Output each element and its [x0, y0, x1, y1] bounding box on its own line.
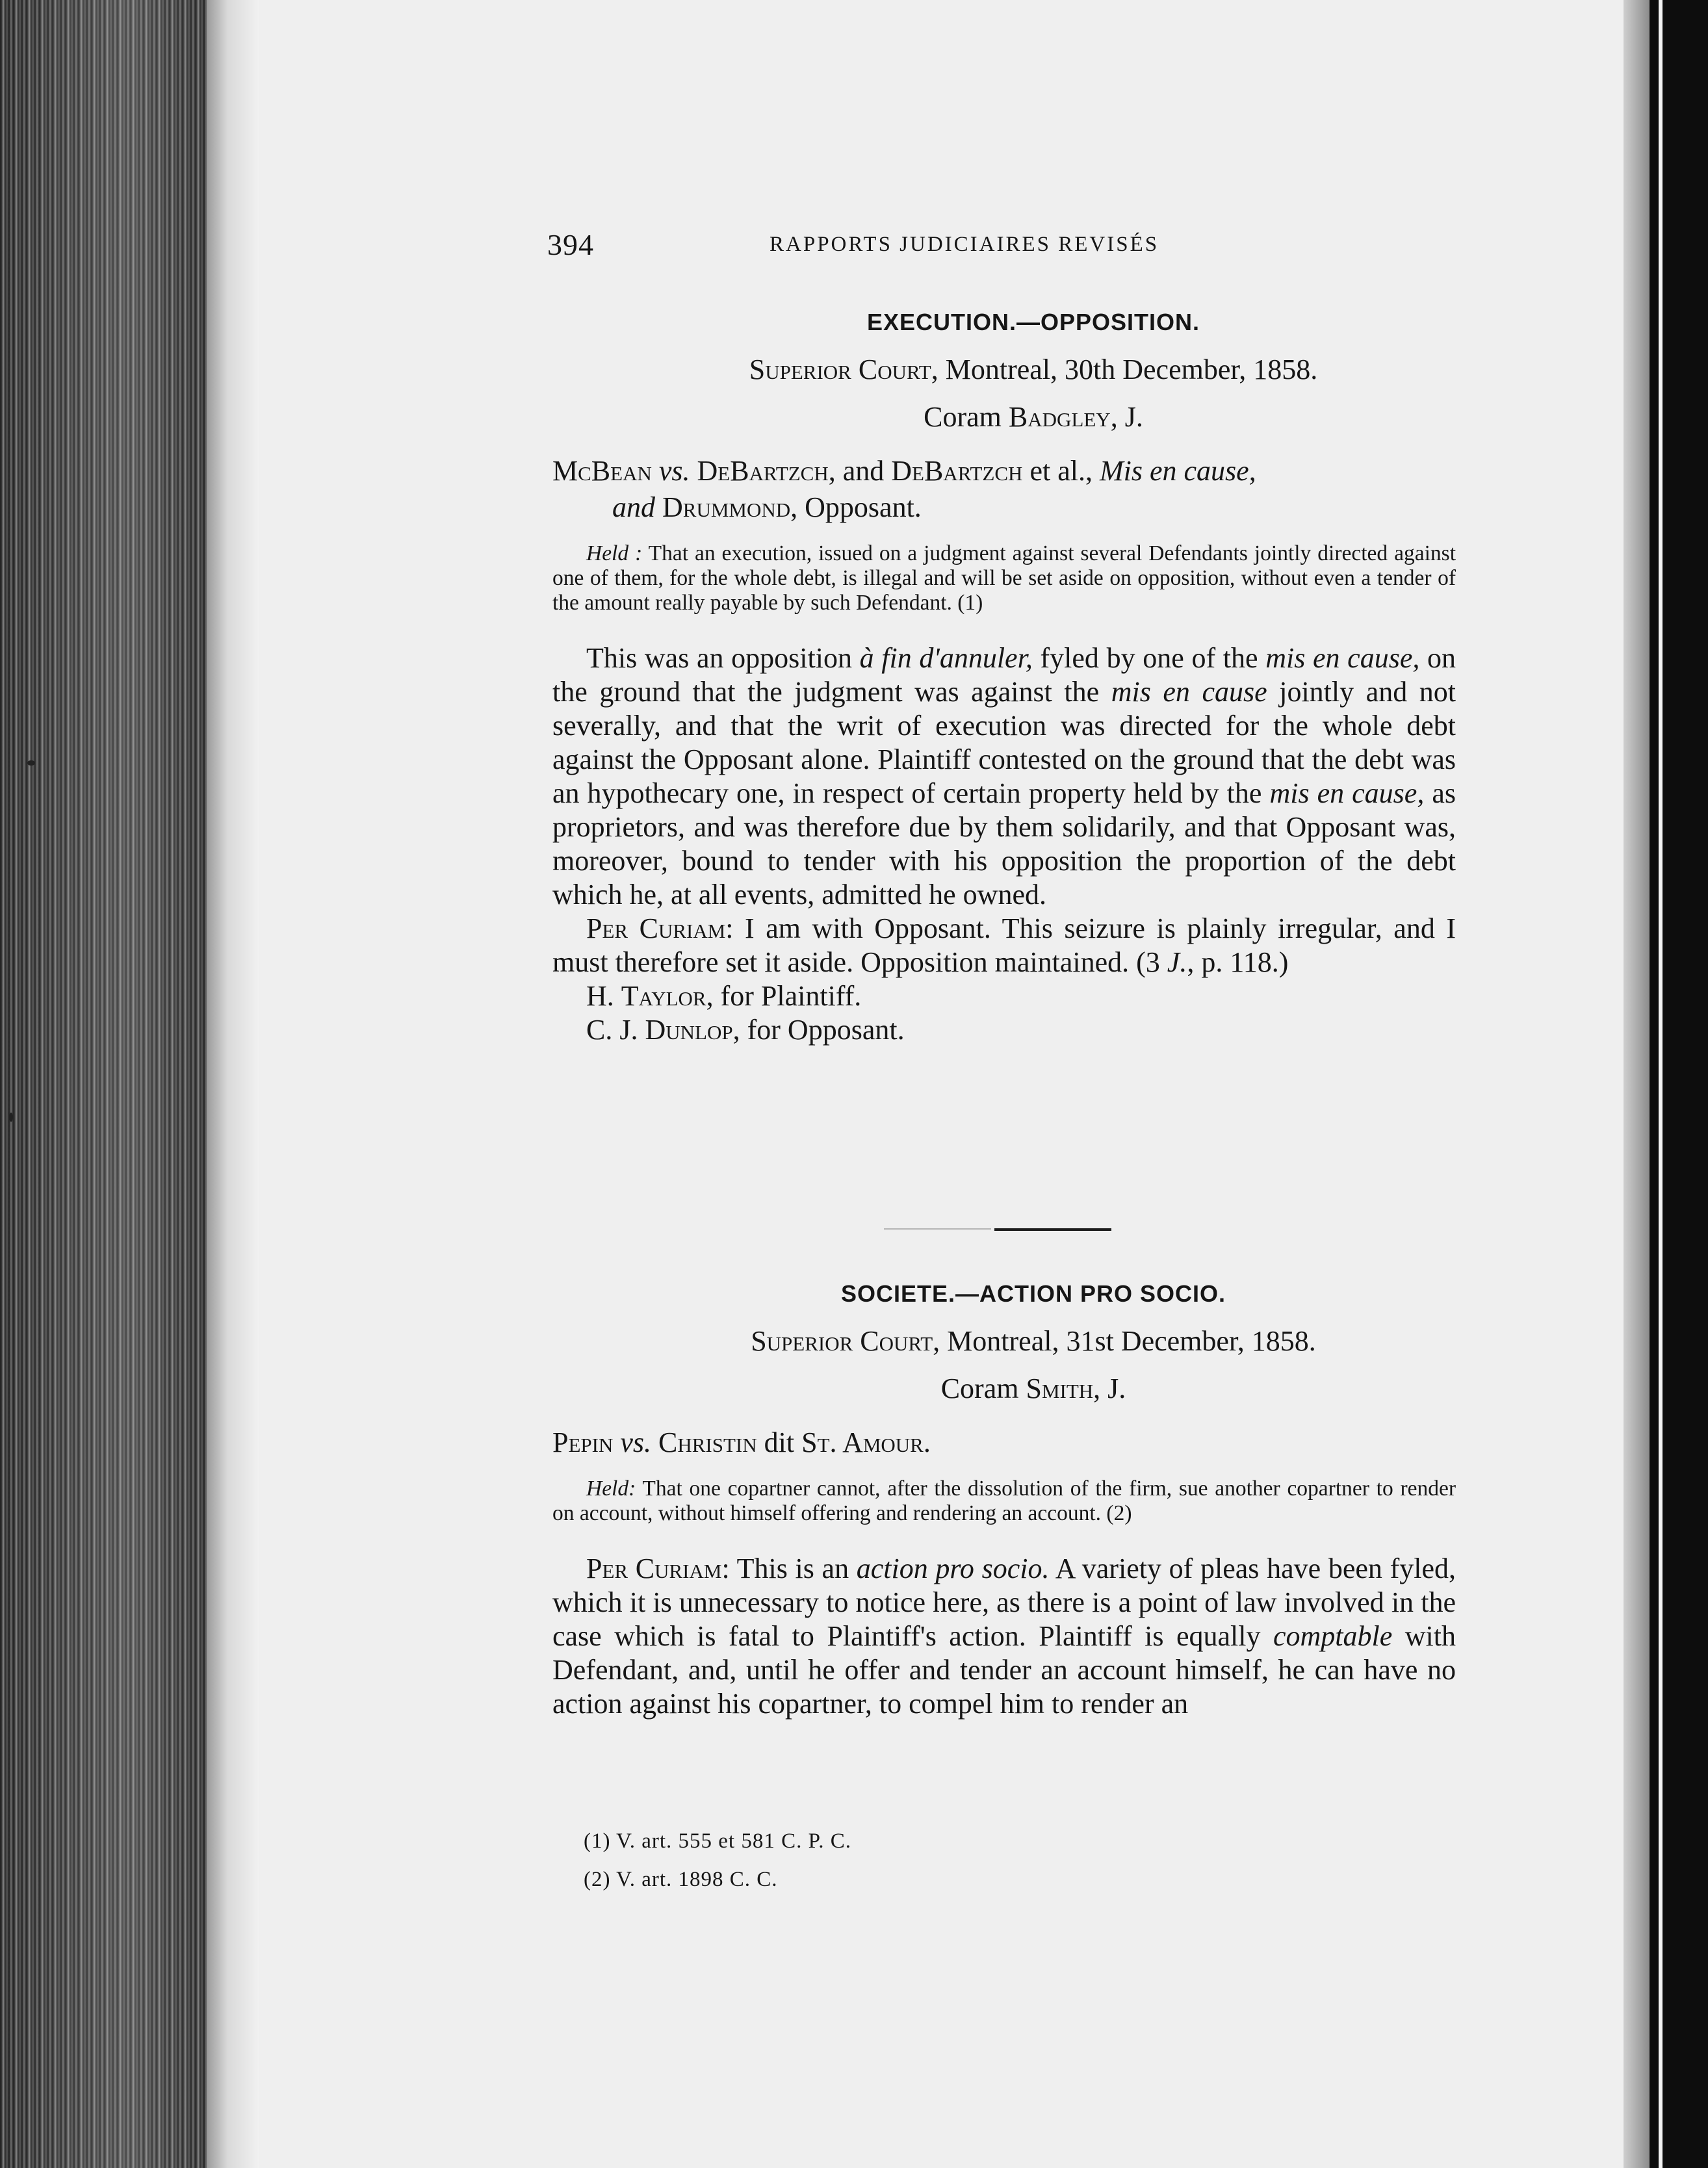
- held-label: Held :: [586, 541, 643, 565]
- party-name: DeBartzch: [891, 455, 1023, 487]
- party-name: McBean: [552, 455, 652, 487]
- footnotes: [584, 1829, 1364, 1906]
- court-name: Superior Court: [749, 354, 931, 385]
- text-run: on the ground that the judgment was against the: [552, 642, 1456, 708]
- coram-judge: Badgley: [1008, 401, 1111, 433]
- text-run: This was an opposition: [586, 642, 860, 674]
- running-head: [547, 227, 1457, 266]
- coram-prefix: Coram: [940, 1373, 1026, 1404]
- party-name: Pepin: [552, 1426, 614, 1458]
- scan-speck: [9, 1113, 13, 1122]
- text-run: as proprietors, and was therefore due by them solidarily, and that Opposant was, moreover, bound to tender with his opposition the proportion of the debt which he, at all events, admitted he owned.: [552, 777, 1456, 910]
- text-run: jointly and not severally, and that the writ of execution was directed for the whole debt against the Opposant alone. Plaintiff contested on the ground that the debt was an hypothecary one, in respect of certain property held by the: [552, 676, 1456, 809]
- right-page-edge: [1624, 0, 1650, 2168]
- et-al: et al.,: [1022, 455, 1100, 487]
- coram-suffix: , J.: [1093, 1373, 1126, 1404]
- facts-paragraph: [552, 641, 1456, 912]
- counsel-plaintiff: [552, 979, 1456, 1013]
- party-name: DeBartzch: [697, 455, 829, 487]
- per-curiam-paragraph: [552, 912, 1456, 979]
- text-run: fyled by one of the: [1032, 642, 1266, 674]
- section-divider-faint: [884, 1228, 991, 1230]
- italic-run: mis en cause,: [1269, 777, 1425, 809]
- conjunction: , and: [828, 455, 892, 487]
- section-divider: [994, 1228, 1111, 1231]
- held-label: Held:: [586, 1477, 636, 1501]
- italic-run: comptable: [1273, 1620, 1393, 1652]
- counsel-opposant: [552, 1013, 1456, 1047]
- held-text: That an execution, issued on a judgment against several Defendants jointly directed against one of them, for the whole debt, is illegal and will be set aside on opposition, without even a tender of the amount really payable by such Defendant. (1): [552, 541, 1456, 615]
- italic-run: mis en cause,: [1265, 642, 1420, 674]
- party-name: Christin: [658, 1426, 757, 1458]
- text-run: with Defendant, and, until he offer and tender an account himself, he can have no action against his copartner, to compel him to render an: [552, 1620, 1456, 1720]
- coram-line: [552, 1372, 1456, 1405]
- party-role: , Opposant.: [790, 491, 922, 523]
- versus: vs.: [613, 1426, 659, 1458]
- space: [655, 491, 662, 523]
- conjunction: and: [612, 491, 655, 523]
- footnote: (2) V. art. 1898 C. C.: [584, 1868, 778, 1891]
- coram-prefix: Coram: [924, 401, 1009, 433]
- coram-judge: Smith: [1026, 1373, 1094, 1404]
- counsel-initials: C. J.: [586, 1014, 645, 1046]
- text-run: : This is an: [721, 1553, 857, 1584]
- counsel-name: Dunlop: [645, 1014, 733, 1046]
- text-run: A variety of pleas have been fyled, which it is unnecessary to notice here, as there is a point of law involved in the case which is fatal to Plaintiff's action. Plaintiff is equally: [552, 1553, 1456, 1652]
- text-run: , p. 118.): [1187, 946, 1289, 978]
- punctuation: .: [923, 1426, 931, 1458]
- party-name: St. Amour: [801, 1426, 924, 1458]
- page-gutter-shadow: [207, 0, 259, 2168]
- dit: dit: [757, 1426, 802, 1458]
- headnote: [552, 1477, 1456, 1526]
- italic-run: action pro socio.: [856, 1553, 1050, 1584]
- coram-line: [552, 400, 1456, 433]
- per-curiam-paragraph: [552, 1552, 1456, 1721]
- mis-en-cause: Mis en cause,: [1099, 455, 1256, 487]
- case-heading: SOCIETE.—ACTION PRO SOCIO.: [840, 1280, 1226, 1307]
- party-name: Drummond: [662, 491, 791, 523]
- counsel-initials: H.: [586, 980, 621, 1012]
- versus: vs.: [651, 455, 697, 487]
- footnote: (1) V. art. 555 et 581 C. P. C.: [584, 1829, 852, 1853]
- page-number: 394: [547, 228, 594, 261]
- book-page-edges: [0, 0, 214, 2168]
- coram-suffix: , J.: [1110, 401, 1143, 433]
- italic-run: mis en cause: [1111, 676, 1267, 708]
- scan-border: [1650, 0, 1708, 2168]
- scan-speck: [27, 760, 35, 766]
- held-text: That one copartner cannot, after the dissolution of the firm, sue another copartner to render on account, without himself offering and rendering an account. (2): [552, 1477, 1456, 1525]
- italic-run: J.: [1167, 946, 1187, 978]
- counsel-name: Taylor: [621, 980, 706, 1012]
- per-curiam-label: Per Curiam: [586, 912, 726, 944]
- court-date: , Montreal, 31st December, 1858.: [933, 1325, 1316, 1357]
- court-date: , Montreal, 30th December, 1858.: [931, 354, 1318, 385]
- case-heading: EXECUTION.—OPPOSITION.: [866, 309, 1200, 335]
- parties: [552, 1425, 1456, 1461]
- text-run: : I am with Opposant. This seizure is plainly irregular, and I must therefore set it aside. Opposition maintained. (3: [552, 912, 1456, 978]
- court-line: [552, 1324, 1456, 1358]
- running-title: RAPPORTS JUDICIAIRES REVISÉS: [770, 233, 1159, 256]
- parties: [552, 453, 1456, 526]
- court-line: [552, 353, 1456, 386]
- case-societe-action-pro-socio: [552, 1280, 1456, 1721]
- counsel-role: , for Opposant.: [732, 1014, 905, 1046]
- counsel-role: , for Plaintiff.: [706, 980, 862, 1012]
- court-name: Superior Court: [751, 1325, 933, 1357]
- headnote: [552, 541, 1456, 615]
- per-curiam-label: Per Curiam: [586, 1553, 722, 1584]
- italic-run: à fin d'annuler,: [859, 642, 1033, 674]
- case-execution-opposition: [552, 309, 1456, 1047]
